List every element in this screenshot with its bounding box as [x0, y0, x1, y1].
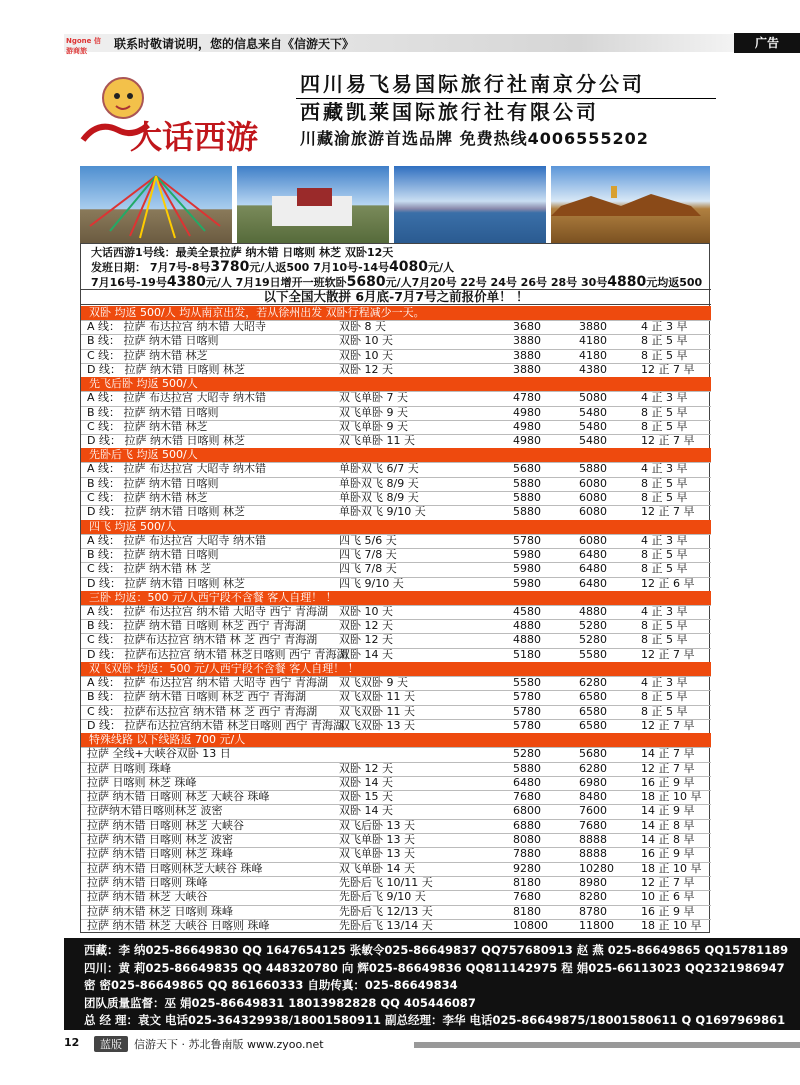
meals-cell: 8 正 5 早 [641, 419, 688, 433]
hotline: 川藏渝旅游首选品牌 免费热线4006555202 [300, 129, 649, 148]
price-peak-cell: 6280 [579, 676, 607, 689]
price-adult-cell: 6880 [513, 818, 541, 832]
table-row [81, 633, 711, 647]
meals-cell: 16 正 9 早 [641, 775, 695, 789]
transport-cell: 先卧后飞 13/14 天 [339, 918, 433, 932]
section-header: 双卧 均返 500/人 均从南京出发，若从徐州出发 双卧行程减少一天。 [81, 306, 711, 320]
price-peak-cell: 5480 [579, 434, 607, 448]
price-adult-cell: 5880 [513, 491, 541, 504]
price-adult-cell: 5780 [513, 704, 541, 718]
route-cell: 拉萨 日喀则 珠峰 [87, 761, 171, 775]
contact-block [64, 938, 800, 1030]
table-row [81, 491, 711, 504]
price-peak-cell: 7680 [579, 818, 607, 832]
meals-cell: 14 正 7 早 [641, 747, 695, 761]
transport-cell: 双卧 12 天 [339, 633, 393, 647]
intro-line-3: 7月16号-19号4380元/人 7月19日增开一班软卧5680元/人7月20号 22号 24号 26号 28号 30号4880元均返500 [91, 274, 703, 290]
route-cell: A 线： 拉萨 布达拉宫 大昭寺 纳木错 [87, 533, 267, 547]
route-cell: A 线： 拉萨 布达拉宫 大昭寺 纳木错 [87, 462, 267, 476]
price-peak-cell: 6580 [579, 690, 607, 704]
price-peak-cell: 6080 [579, 476, 607, 490]
table-row [81, 419, 711, 433]
notice-text: 联系时敬请说明，您的信息来自《信游天下》 [114, 36, 355, 51]
transport-cell: 单卧双飞 8/9 天 [339, 491, 419, 504]
table-row [81, 704, 711, 718]
transport-cell: 双卧 10 天 [339, 334, 393, 348]
route-cell: 拉萨 纳木错 林芝 大峡谷 [87, 890, 208, 904]
meals-cell: 8 正 5 早 [641, 491, 688, 504]
meals-cell: 4 正 3 早 [641, 533, 688, 547]
section-header: 四飞 均返 500/人 [81, 520, 711, 534]
intro-line-1: 大话西游1号线：最美全景拉萨 纳木错 日喀则 林芝 双卧12天 [91, 246, 394, 259]
page-number: 12 [64, 1036, 80, 1049]
transport-cell: 双卧 8 天 [339, 320, 386, 333]
table-row [81, 875, 711, 889]
transport-cell: 双飞单卧 13 天 [339, 847, 415, 861]
price-adult-cell: 8080 [513, 833, 541, 846]
price-peak-cell: 4180 [579, 348, 607, 362]
meals-cell: 8 正 5 早 [641, 334, 688, 348]
meals-cell: 4 正 3 早 [641, 391, 688, 405]
meals-cell: 10 正 6 早 [641, 890, 695, 904]
price-peak-cell: 6480 [579, 576, 607, 590]
meals-cell: 16 正 9 早 [641, 847, 695, 861]
price-peak-cell: 6080 [579, 533, 607, 547]
meals-cell: 18 正 10 早 [641, 918, 702, 932]
transport-cell: 四飞 7/8 天 [339, 547, 397, 561]
price-peak-cell: 5280 [579, 633, 607, 647]
meals-cell: 8 正 5 早 [641, 476, 688, 490]
price-adult-cell: 7680 [513, 790, 541, 804]
price-adult-cell: 8180 [513, 875, 541, 889]
route-cell: D 线： 拉萨布达拉宫 纳木错 林芝日喀则 西宁 青海湖 [87, 647, 348, 661]
intro-line-4: 以下全国大散拼 6月底-7月7号之前报价单！ ！ [81, 289, 711, 305]
meals-cell: 8 正 5 早 [641, 633, 688, 647]
price-adult-cell: 5980 [513, 547, 541, 561]
section-header: 先卧后飞 均返 500/人 [81, 448, 711, 462]
section-header: 双飞双卧 均返：500 元/人西宁段不含餐 客人自理！ ！ [81, 662, 711, 676]
route-cell: D 线： 拉萨 纳木错 日喀则 林芝 [87, 576, 245, 590]
price-adult-cell: 3880 [513, 334, 541, 348]
price-adult-cell: 5980 [513, 562, 541, 576]
transport-cell: 双卧 10 天 [339, 604, 393, 618]
transport-cell: 双卧 12 天 [339, 619, 393, 633]
meals-cell: 12 正 7 早 [641, 718, 695, 732]
meals-cell: 4 正 3 早 [641, 604, 688, 618]
price-adult-cell: 4980 [513, 405, 541, 419]
price-peak-cell: 6280 [579, 761, 607, 775]
price-adult-cell: 7880 [513, 847, 541, 861]
price-adult-cell: 5980 [513, 576, 541, 590]
transport-cell: 四飞 9/10 天 [339, 576, 404, 590]
transport-cell: 双飞单卧 11 天 [339, 434, 415, 448]
price-peak-cell: 6580 [579, 704, 607, 718]
table-row [81, 405, 711, 419]
table-row [81, 576, 711, 590]
meals-cell: 8 正 5 早 [641, 619, 688, 633]
meals-cell: 18 正 10 早 [641, 861, 702, 875]
meals-cell: 12 正 7 早 [641, 434, 695, 448]
photo-prayer-flags [80, 166, 232, 244]
route-cell: A 线： 拉萨 布达拉宫 纳木错 大昭寺 [87, 320, 267, 333]
table-row [81, 348, 711, 362]
meals-cell: 12 正 6 早 [641, 576, 695, 590]
contact-fax: 密 密025-86649865 QQ 861660333 自助传真：025-86649834 [84, 978, 458, 992]
company-block [300, 70, 720, 152]
table-row [81, 804, 711, 818]
meals-cell: 4 正 3 早 [641, 676, 688, 689]
table-row [81, 918, 711, 932]
table-row [81, 434, 711, 448]
meals-cell: 18 正 10 早 [641, 790, 702, 804]
dahua-xiyou-logo [78, 70, 288, 160]
route-cell: 拉萨 全线+大峡谷双卧 13 日 [87, 747, 231, 761]
price-peak-cell: 8480 [579, 790, 607, 804]
route-cell: 拉萨 纳木错 日喀则 林芝 大峡谷 珠峰 [87, 790, 270, 804]
route-cell: B 线： 拉萨 纳木错 日喀则 [87, 476, 219, 490]
table-row [81, 362, 711, 376]
price-peak-cell: 5880 [579, 462, 607, 476]
transport-cell: 双卧 14 天 [339, 775, 393, 789]
page-footer [64, 1036, 800, 1054]
meals-cell: 8 正 5 早 [641, 405, 688, 419]
transport-cell: 先卧后飞 10/11 天 [339, 875, 433, 889]
price-peak-cell: 5080 [579, 391, 607, 405]
table-row [81, 690, 711, 704]
price-peak-cell: 8780 [579, 904, 607, 918]
price-peak-cell: 5480 [579, 405, 607, 419]
price-adult-cell: 5280 [513, 747, 541, 761]
meals-cell: 12 正 7 早 [641, 875, 695, 889]
price-adult-cell: 9280 [513, 861, 541, 875]
price-peak-cell: 6080 [579, 505, 607, 519]
meals-cell: 12 正 7 早 [641, 761, 695, 775]
route-cell: C 线： 拉萨布达拉宫 纳木错 林 芝 西宁 青海湖 [87, 704, 318, 718]
price-list [80, 243, 710, 933]
route-cell: 拉萨 纳木错 林芝 大峡谷 日喀则 珠峰 [87, 918, 270, 932]
price-adult-cell: 5680 [513, 462, 541, 476]
table-row [81, 790, 711, 804]
photo-lake [394, 166, 546, 244]
price-adult-cell: 5880 [513, 761, 541, 775]
price-peak-cell: 5580 [579, 647, 607, 661]
transport-cell: 双飞单卧 14 天 [339, 861, 415, 875]
route-cell: A 线： 拉萨 布达拉宫 纳木错 大昭寺 西宁 青海湖 [87, 604, 328, 618]
table-row [81, 334, 711, 348]
route-cell: 拉萨 纳木错 日喀则 林芝 大峡谷 [87, 818, 244, 832]
table-row [81, 847, 711, 861]
price-peak-cell: 7600 [579, 804, 607, 818]
table-row [81, 562, 711, 576]
price-adult-cell: 3680 [513, 320, 541, 333]
route-cell: D 线： 拉萨布达拉宫纳木错 林芝日喀则 西宁 青海湖 [87, 718, 344, 732]
route-cell: C 线： 拉萨 纳木错 林 芝 [87, 562, 212, 576]
section-header: 先飞后卧 均返 500/人 [81, 377, 711, 391]
transport-cell: 四飞 7/8 天 [339, 562, 397, 576]
price-adult-cell: 4780 [513, 391, 541, 405]
transport-cell: 双飞单卧 9 天 [339, 419, 408, 433]
route-cell: A 线： 拉萨 布达拉宫 大昭寺 纳木错 [87, 391, 267, 405]
transport-cell: 双飞单卧 7 天 [339, 391, 408, 405]
route-cell: B 线： 拉萨 纳木错 日喀则 林芝 西宁 青海湖 [87, 690, 307, 704]
meals-cell: 14 正 8 早 [641, 818, 695, 832]
transport-cell: 单卧双飞 8/9 天 [339, 476, 419, 490]
transport-cell: 双卧 14 天 [339, 804, 393, 818]
price-adult-cell: 3880 [513, 362, 541, 376]
meals-cell: 8 正 5 早 [641, 547, 688, 561]
table-row [81, 676, 711, 689]
route-cell: C 线： 拉萨 纳木错 林芝 [87, 419, 208, 433]
route-cell: 拉萨 纳木错 日喀则林芝大峡谷 珠峰 [87, 861, 263, 875]
route-cell: 拉萨 纳木错 日喀则 林芝 珠峰 [87, 847, 233, 861]
logo-text: 大话西游 [130, 118, 259, 156]
section-header: 特殊线路 以下线路返 700 元/人 [81, 733, 711, 747]
route-cell: A 线： 拉萨 布达拉宫 纳木错 大昭寺 西宁 青海湖 [87, 676, 328, 689]
transport-cell: 双飞后卧 13 天 [339, 818, 415, 832]
price-adult-cell: 5780 [513, 690, 541, 704]
meals-cell: 8 正 5 早 [641, 704, 688, 718]
price-peak-cell: 5280 [579, 619, 607, 633]
price-adult-cell: 7680 [513, 890, 541, 904]
price-peak-cell: 11800 [579, 918, 614, 932]
price-adult-cell: 6480 [513, 775, 541, 789]
route-cell: B 线： 拉萨 纳木错 日喀则 [87, 405, 219, 419]
table-row [81, 718, 711, 732]
company-name-2: 西藏凯莱国际旅行社有限公司 [300, 100, 599, 124]
price-peak-cell: 6980 [579, 775, 607, 789]
price-adult-cell: 8180 [513, 904, 541, 918]
meals-cell: 12 正 7 早 [641, 505, 695, 519]
price-adult-cell: 3880 [513, 348, 541, 362]
contact-quality: 团队质量监督：巫 娟025-86649831 18013982828 QQ 405446087 [84, 996, 476, 1010]
route-cell: C 线： 拉萨布达拉宫 纳木错 林 芝 西宁 青海湖 [87, 633, 318, 647]
photo-strip [80, 166, 710, 244]
transport-cell: 先卧后飞 12/13 天 [339, 904, 433, 918]
transport-cell: 双飞双卧 11 天 [339, 704, 415, 718]
brand-logo-small: Ngone 信游商旅 [66, 37, 101, 55]
transport-cell: 四飞 5/6 天 [339, 533, 397, 547]
price-adult-cell: 5880 [513, 505, 541, 519]
photo-potala-palace [237, 166, 389, 244]
transport-cell: 先卧后飞 9/10 天 [339, 890, 426, 904]
transport-cell: 双卧 14 天 [339, 647, 393, 661]
meals-cell: 8 正 5 早 [641, 348, 688, 362]
price-peak-cell: 5480 [579, 419, 607, 433]
table-row [81, 761, 711, 775]
contact-manager: 总 经 理：袁文 电话025-364329938/18001580911 副总经理：李华 电话025-86649875/18001580611 Q Q1697969861 [84, 1013, 786, 1027]
route-cell: B 线： 拉萨 纳木错 日喀则 林芝 西宁 青海湖 [87, 619, 307, 633]
transport-cell: 双卧 10 天 [339, 348, 393, 362]
route-cell: 拉萨纳木错日喀则林芝 波密 [87, 804, 223, 818]
transport-cell: 双飞双卧 13 天 [339, 718, 415, 732]
price-adult-cell: 10800 [513, 918, 548, 932]
price-peak-cell: 6480 [579, 562, 607, 576]
table-row [81, 747, 711, 761]
table-row [81, 320, 711, 333]
price-peak-cell: 10280 [579, 861, 614, 875]
route-cell: D 线： 拉萨 纳木错 日喀则 林芝 [87, 434, 245, 448]
meals-cell: 12 正 7 早 [641, 647, 695, 661]
route-cell: C 线： 拉萨 纳木错 林芝 [87, 491, 208, 504]
table-row [81, 604, 711, 618]
price-adult-cell: 5180 [513, 647, 541, 661]
transport-cell: 双飞单卧 9 天 [339, 405, 408, 419]
price-peak-cell: 8888 [579, 847, 607, 861]
table-row [81, 647, 711, 661]
top-banner [64, 34, 800, 55]
price-adult-cell: 5780 [513, 718, 541, 732]
route-cell: 拉萨 纳木错 林芝 日喀则 珠峰 [87, 904, 233, 918]
price-adult-cell: 4980 [513, 419, 541, 433]
table-row [81, 619, 711, 633]
footer-text: 信游天下 · 苏北鲁南版 www.zyoo.net [134, 1038, 324, 1051]
edition-badge: 蓝版 [94, 1036, 128, 1052]
transport-cell: 双飞双卧 11 天 [339, 690, 415, 704]
meals-cell: 12 正 7 早 [641, 362, 695, 376]
price-peak-cell: 4380 [579, 362, 607, 376]
transport-cell: 双飞双卧 9 天 [339, 676, 408, 689]
table-row [81, 533, 711, 547]
price-peak-cell: 4180 [579, 334, 607, 348]
meals-cell: 8 正 5 早 [641, 690, 688, 704]
route-cell: 拉萨 纳木错 日喀则 珠峰 [87, 875, 208, 889]
transport-cell: 双卧 15 天 [339, 790, 393, 804]
price-peak-cell: 5680 [579, 747, 607, 761]
table-row [81, 547, 711, 561]
price-peak-cell: 8888 [579, 833, 607, 846]
price-adult-cell: 5780 [513, 533, 541, 547]
photo-jokhang-temple [551, 166, 710, 244]
transport-cell: 双飞单卧 13 天 [339, 833, 415, 846]
meals-cell: 14 正 8 早 [641, 833, 695, 846]
table-row [81, 904, 711, 918]
table-row [81, 833, 711, 846]
route-cell: B 线： 拉萨 纳木错 日喀则 [87, 547, 219, 561]
price-peak-cell: 6580 [579, 718, 607, 732]
route-cell: C 线： 拉萨 纳木错 林芝 [87, 348, 208, 362]
transport-cell: 双卧 12 天 [339, 761, 393, 775]
meals-cell: 16 正 9 早 [641, 904, 695, 918]
contact-tibet: 西藏：李 纳025-86649830 QQ 1647654125 张敏令025-86649837 QQ757680913 赵 燕 025-86649865 QQ15781189 [84, 943, 789, 957]
table-row [81, 890, 711, 904]
table-row [81, 462, 711, 476]
table-row [81, 861, 711, 875]
price-adult-cell: 5880 [513, 476, 541, 490]
price-peak-cell: 8280 [579, 890, 607, 904]
table-row [81, 775, 711, 789]
route-cell: 拉萨 纳木错 日喀则 林芝 波密 [87, 833, 233, 846]
table-row [81, 391, 711, 405]
route-cell: D 线： 拉萨 纳木错 日喀则 林芝 [87, 362, 245, 376]
price-adult-cell: 6800 [513, 804, 541, 818]
price-peak-cell: 3880 [579, 320, 607, 333]
price-peak-cell: 4880 [579, 604, 607, 618]
route-cell: 拉萨 日喀则 林芝 珠峰 [87, 775, 197, 789]
price-peak-cell: 6480 [579, 547, 607, 561]
meals-cell: 4 正 3 早 [641, 320, 688, 333]
meals-cell: 14 正 9 早 [641, 804, 695, 818]
table-row [81, 505, 711, 519]
section-header: 三卧 均返：500 元/人西宁段不含餐 客人自理！ ！ [81, 591, 711, 605]
route-cell: D 线： 拉萨 纳木错 日喀则 林芝 [87, 505, 245, 519]
meals-cell: 8 正 5 早 [641, 562, 688, 576]
meals-cell: 4 正 3 早 [641, 462, 688, 476]
transport-cell: 双卧 12 天 [339, 362, 393, 376]
table-row [81, 818, 711, 832]
company-name-1: 四川易飞易国际旅行社南京分公司 [300, 72, 645, 96]
transport-cell: 单卧双飞 6/7 天 [339, 462, 419, 476]
table-row [81, 476, 711, 490]
route-cell: B 线： 拉萨 纳木错 日喀则 [87, 334, 219, 348]
transport-cell: 单卧双飞 9/10 天 [339, 505, 426, 519]
price-adult-cell: 4880 [513, 633, 541, 647]
price-adult-cell: 5580 [513, 676, 541, 689]
ad-tag: 广告 [734, 33, 800, 53]
price-peak-cell: 8980 [579, 875, 607, 889]
intro-line-2: 发班日期： 7月7号-8号3780元/人返500 7月10号-14号4080元/人 [91, 259, 454, 275]
price-peak-cell: 6080 [579, 491, 607, 504]
price-adult-cell: 4580 [513, 604, 541, 618]
contact-sichuan: 四川：黄 莉025-86649835 QQ 448320780 向 辉025-86649836 QQ811142975 程 娟025-66113023 QQ2321986947 [84, 961, 785, 975]
price-adult-cell: 4880 [513, 619, 541, 633]
price-adult-cell: 4980 [513, 434, 541, 448]
